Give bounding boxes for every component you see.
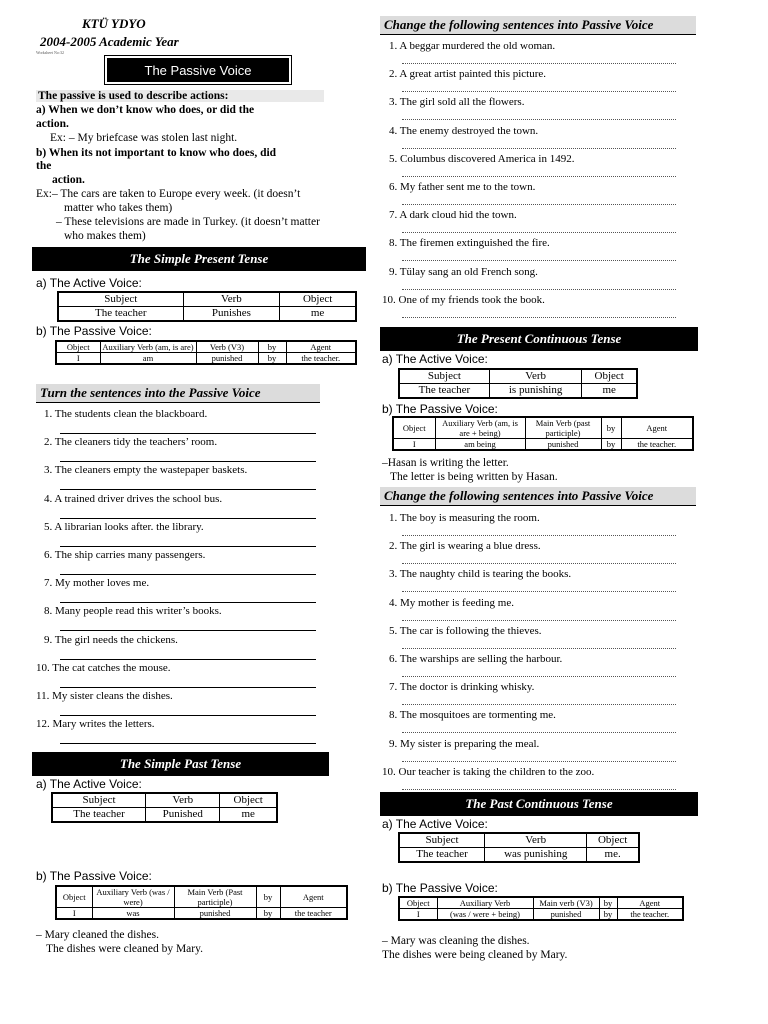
answer-line[interactable] [402,563,676,564]
table-header: Verb [485,833,587,848]
exercise-sentence: 2. A great artist painted this picture. [389,68,547,81]
table-cell: I [393,439,435,451]
exercise-sentence: 7. The doctor is drinking whisky. [389,681,535,694]
answer-line[interactable] [60,546,316,547]
intro-b-line2: the [36,160,52,172]
answer-line[interactable] [402,232,676,233]
simple-past-example2: The dishes were cleaned by Mary. [46,943,203,955]
table-cell: Punished [146,808,220,823]
table-cell: I [399,909,437,921]
exercise-sentence: 9. Tülay sang an old French song. [389,265,538,278]
present-continuous-active-label: a) The Active Voice: [382,352,488,366]
table-cell: the teacher. [286,353,356,365]
change-1-title: Change the following sentences into Passive Voice [380,16,696,35]
intro-example2-line2: matter who takes them) [64,202,173,214]
table-header: Agent [617,897,683,909]
table-header: Agent [280,886,347,908]
table-header: Object [56,886,92,908]
exercise-sentence: 1. The students clean the blackboard. [44,408,208,420]
table-cell: I [56,353,100,365]
answer-line[interactable] [402,732,676,733]
simple-past-example1: – Mary cleaned the dishes. [36,929,159,941]
exercise-sentence: 7. A dark cloud hid the town. [389,209,517,222]
present-continuous-passive-table [392,416,694,451]
table-header: Object [587,833,639,848]
exercise-sentence: 4. A trained driver drives the school bus. [44,492,223,505]
present-continuous-active-table [398,368,638,399]
answer-line[interactable] [402,789,676,790]
table-header: Agent [621,417,693,439]
table-header: Subject [399,833,485,848]
table-cell: punished [533,909,599,921]
exercise-sentence: 6. The ship carries many passengers. [44,549,206,561]
past-continuous-title: The Past Continuous Tense [380,792,698,816]
school-name: KTÜ YDYO [82,16,146,31]
simple-present-active-label: a) The Active Voice: [36,276,142,290]
answer-line[interactable] [402,591,676,592]
answer-line[interactable] [402,535,676,536]
past-continuous-example1: – Mary was cleaning the dishes. [382,935,530,947]
table-header: Verb [146,793,220,808]
answer-line[interactable] [402,648,676,649]
simple-past-title: The Simple Past Tense [32,752,329,776]
table-header: Auxiliary Verb (am, is are) [100,341,196,353]
table-cell: me [220,808,277,823]
exercise-sentence: 9. My sister is preparing the meal. [389,737,540,750]
table-header: Auxiliary Verb (was / were) [92,886,174,908]
answer-line[interactable] [60,743,316,744]
page-title: The Passive Voice [107,58,289,82]
simple-past-passive-label: b) The Passive Voice: [36,869,152,883]
simple-present-exercise-title: Turn the sentences into the Passive Voice [36,384,320,403]
table-header: Object [399,897,437,909]
exercise-sentence: 5. A librarian looks after. the library. [44,520,204,533]
table-cell: punished [196,353,258,365]
exercise-sentence: 10. One of my friends took the book. [382,293,545,306]
table-cell: was [92,908,174,920]
intro-example3-line1: – These televisions are made in Turkey. (it doesn’t matter [56,216,320,228]
table-cell: am [100,353,196,365]
table-cell: me. [587,848,639,863]
answer-line[interactable] [402,63,676,64]
exercise-sentence: 2. The girl is wearing a blue dress. [389,540,541,553]
past-continuous-passive-label: b) The Passive Voice: [382,881,498,895]
exercise-sentence: 11. My sister cleans the dishes. [36,690,173,702]
table-header: Verb [489,369,582,384]
exercise-sentence: 8. The mosquitoes are tormenting me. [389,709,556,722]
present-continuous-example2: The letter is being written by Hasan. [390,471,558,483]
exercise-sentence: 1. A beggar murdered the old woman. [389,40,556,52]
exercise-sentence: 10. Our teacher is taking the children to the zoo. [382,765,595,778]
simple-present-passive-label: b) The Passive Voice: [36,324,152,338]
table-cell: the teacher [280,908,347,920]
exercise-sentence: 12. Mary writes the letters. [36,718,155,731]
table-header: Object [582,369,637,384]
table-cell: The teacher [58,307,183,322]
table-header: Object [280,292,356,307]
table-cell: by [256,908,280,920]
intro-a-line2: action. [36,118,69,130]
answer-line[interactable] [402,289,676,290]
simple-present-active-table [57,291,357,322]
answer-line[interactable] [402,119,676,120]
present-continuous-example1: –Hasan is writing the letter. [382,457,509,469]
answer-line[interactable] [402,761,676,762]
answer-line[interactable] [60,518,316,519]
simple-past-active-table [51,792,278,823]
table-header: Object [393,417,435,439]
table-header: by [601,417,621,439]
answer-line[interactable] [402,620,676,621]
table-cell: The teacher [399,384,489,399]
table-header: by [256,886,280,908]
answer-line[interactable] [60,433,316,434]
change-2-title: Change the following sentences into Passive Voice [380,487,696,506]
table-header: Subject [52,793,146,808]
exercise-sentence: 5. The car is following the thieves. [389,624,542,637]
exercise-sentence: 10. The cat catches the mouse. [36,661,171,674]
table-cell: the teacher. [617,909,683,921]
exercise-sentence: 8. The firemen extinguished the fire. [389,237,550,250]
table-cell: (was / were + being) [437,909,533,921]
table-cell: The teacher [52,808,146,823]
table-header: by [599,897,617,909]
exercise-sentence: 8. Many people read this writer’s books. [44,605,222,618]
exercise-sentence: 4. The enemy destroyed the town. [389,124,539,137]
table-cell: punished [174,908,256,920]
table-header: Auxiliary Verb (am, is are + being) [435,417,525,439]
answer-line[interactable] [402,204,676,205]
exercise-sentence: 1. The boy is measuring the room. [389,512,540,524]
table-cell: the teacher. [621,439,693,451]
answer-line[interactable] [60,715,316,716]
past-continuous-active-label: a) The Active Voice: [382,817,488,831]
answer-line[interactable] [402,260,676,261]
present-continuous-passive-label: b) The Passive Voice: [382,402,498,416]
table-header: Verb (V3) [196,341,258,353]
exercise-sentence: 2. The cleaners tidy the teachers’ room. [44,436,218,449]
table-header: Subject [58,292,183,307]
exercise-sentence: 5. Columbus discovered America in 1492. [389,152,575,165]
past-continuous-passive-table [398,896,684,921]
exercise-sentence: 3. The cleaners empty the wastepaper baskets. [44,464,248,477]
intro-b-line1: b) When its not important to know who does, did [36,147,277,159]
answer-line[interactable] [60,461,316,462]
exercise-sentence: 4. My mother is feeding me. [389,596,514,609]
exercise-sentence: 7. My mother loves me. [44,577,150,590]
worksheet-note: Worksheet No:32 [36,50,65,55]
table-cell: me [280,307,356,322]
answer-line[interactable] [60,574,316,575]
table-cell: punished [525,439,601,451]
answer-line[interactable] [60,659,316,660]
table-cell: by [601,439,621,451]
table-header: Main Verb (Past participle) [174,886,256,908]
intro-example3-line2: who makes them) [64,230,146,242]
table-cell: The teacher [399,848,485,863]
intro-a-example: Ex: – My briefcase was stolen last night. [50,132,238,144]
table-header: Subject [399,369,489,384]
table-header: Main Verb (past participle) [525,417,601,439]
answer-line[interactable] [402,91,676,92]
exercise-sentence: 3. The naughty child is tearing the books. [389,568,572,581]
table-header: Auxiliary Verb [437,897,533,909]
table-header: by [258,341,286,353]
past-continuous-example2: The dishes were being cleaned by Mary. [382,949,568,961]
table-cell: am being [435,439,525,451]
table-cell: me [582,384,637,399]
table-header: Object [56,341,100,353]
answer-line[interactable] [60,630,316,631]
answer-line[interactable] [60,602,316,603]
exercise-sentence: 6. My father sent me to the town. [389,181,536,193]
table-header: Main verb (V3) [533,897,599,909]
intro-lead: The passive is used to describe actions: [36,90,324,102]
table-header: Verb [183,292,280,307]
table-cell: is punishing [489,384,582,399]
simple-past-active-label: a) The Active Voice: [36,777,142,791]
exercise-sentence: 9. The girl needs the chickens. [44,633,178,646]
table-cell: was punishing [485,848,587,863]
exercise-sentence: 6. The warships are selling the harbour. [389,653,563,665]
table-cell: by [599,909,617,921]
academic-year: 2004-2005 Academic Year [40,34,179,49]
table-cell: Punishes [183,307,280,322]
answer-line[interactable] [60,687,316,688]
past-continuous-active-table [398,832,640,863]
answer-line[interactable] [402,148,676,149]
answer-line[interactable] [60,489,316,490]
exercise-sentence: 3. The girl sold all the flowers. [389,96,525,109]
table-header: Agent [286,341,356,353]
simple-present-title: The Simple Present Tense [32,247,366,271]
table-cell: I [56,908,92,920]
intro-b-line3: action. [52,174,85,186]
answer-line[interactable] [402,176,676,177]
answer-line[interactable] [402,704,676,705]
intro-example2-line1: Ex:– The cars are taken to Europe every week. (it doesn’t [36,188,301,200]
answer-line[interactable] [402,676,676,677]
intro-a-line1: a) When we don’t know who does, or did the [36,104,255,116]
table-cell: by [258,353,286,365]
simple-present-passive-table [55,340,357,365]
answer-line[interactable] [402,317,676,318]
present-continuous-title: The Present Continuous Tense [380,327,698,351]
table-header: Object [220,793,277,808]
simple-past-passive-table [55,885,348,920]
